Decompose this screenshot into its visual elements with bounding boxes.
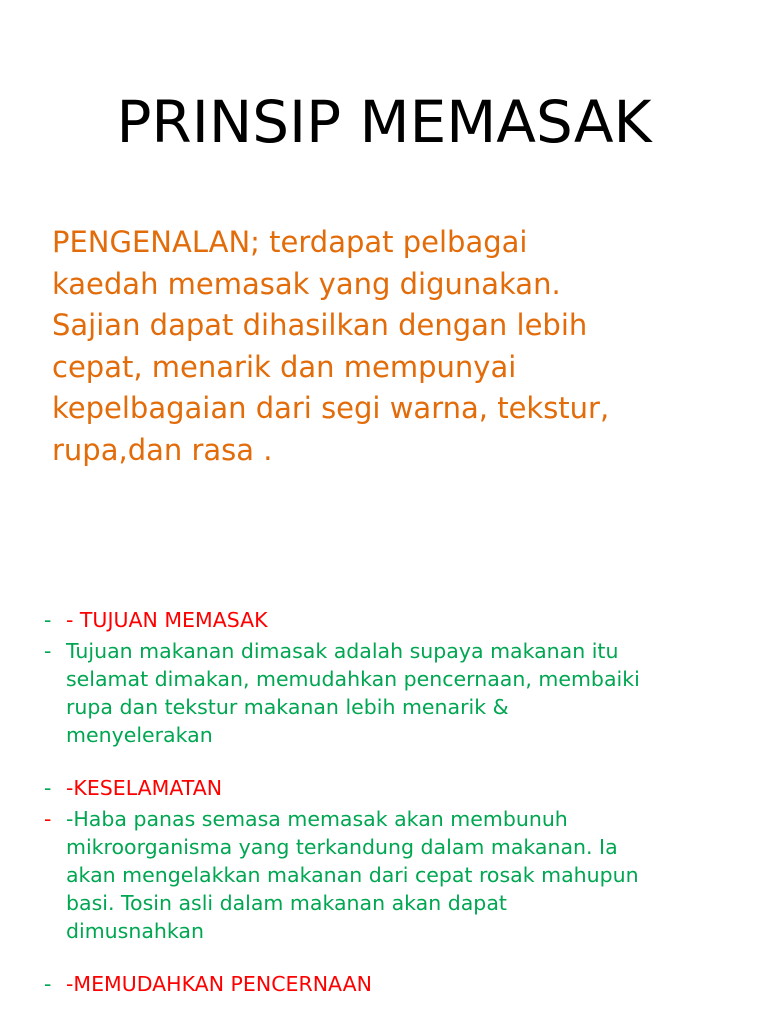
bullet-marker: -	[44, 972, 52, 996]
intro-line: kepelbagaian dari segi warna, tekstur,	[52, 391, 610, 425]
bullet-marker: -	[44, 807, 52, 831]
bullet-marker: -	[44, 776, 52, 800]
bullet-text: dimusnahkan	[66, 919, 204, 943]
bullet-body-keselamatan	[44, 805, 754, 945]
intro-line: Sajian dapat dihasilkan dengan lebih	[52, 308, 588, 342]
intro-line: cepat, menarik dan mempunyai	[52, 349, 517, 384]
intro-line: PENGENALAN; terdapat pelbagai	[52, 225, 528, 259]
bullet-list	[44, 606, 754, 998]
bullet-text: -KESELAMATAN	[66, 776, 223, 800]
bullet-text: basi. Tosin asli dalam makanan akan dapat	[66, 891, 507, 915]
bullet-heading-pencernaan	[44, 970, 754, 998]
bullet-text: menyelerakan	[66, 723, 213, 747]
bullet-heading-keselamatan	[44, 774, 754, 802]
slide-title: PRINSIP MEMASAK	[116, 88, 652, 156]
bullet-body-tujuan	[44, 637, 754, 749]
bullet-heading-tujuan	[44, 606, 754, 634]
bullet-marker: -	[44, 608, 52, 632]
intro-line: kaedah memasak yang digunakan.	[52, 266, 561, 301]
bullet-text: -MEMUDAHKAN PENCERNAAN	[66, 972, 372, 996]
bullet-text: - TUJUAN MEMASAK	[66, 608, 268, 632]
intro-line: rupa,dan rasa .	[52, 432, 273, 467]
bullet-marker: -	[44, 639, 52, 663]
bullet-text: rupa dan tekstur makanan lebih menarik &	[66, 695, 509, 719]
bullet-text: akan mengelakkan makanan dari cepat rosak mahupun	[66, 863, 639, 887]
bullet-text: selamat dimakan, memudahkan pencernaan, membaiki	[66, 667, 640, 691]
bullet-text: mikroorganisma yang terkandung dalam makanan. Ia	[66, 835, 618, 859]
bullet-text: Tujuan makanan dimasak adalah supaya makanan itu	[66, 639, 619, 663]
bullet-text: -Haba panas semasa memasak akan membunuh	[66, 807, 568, 831]
intro-paragraph	[52, 222, 752, 471]
